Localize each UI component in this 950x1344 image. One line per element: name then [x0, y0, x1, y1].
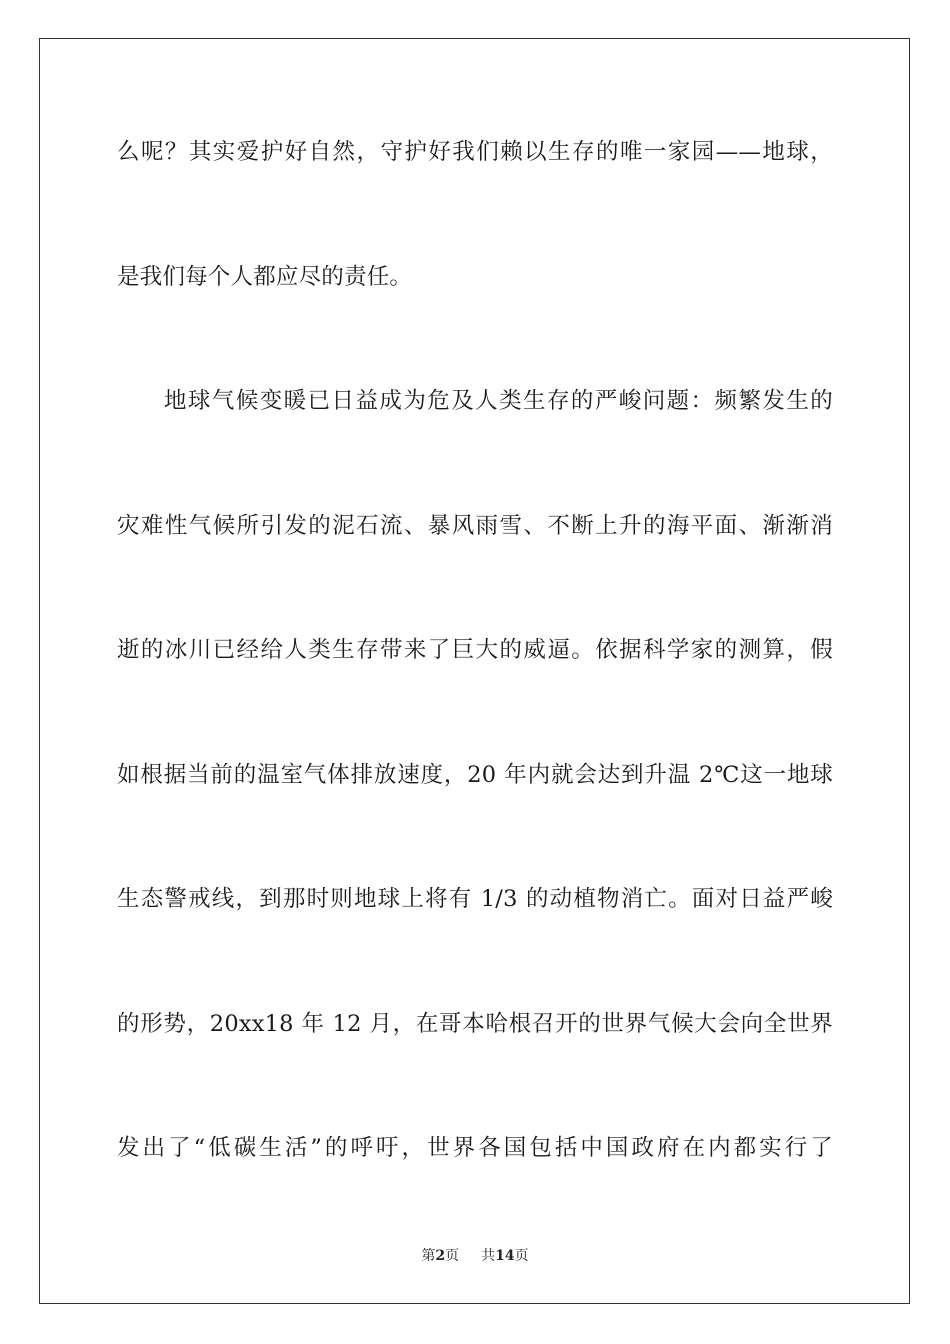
text-line-8: 的形势，20xx18 年 12 月，在哥本哈根召开的世界气候大会向全世界: [117, 1011, 833, 1037]
footer-page-suffix: 页: [445, 1248, 460, 1264]
text-line-7: 生态警戒线，到那时则地球上将有 1/3 的动植物消亡。面对日益严峻: [117, 886, 833, 912]
text-line-2: 是我们每个人都应尽的责任。: [117, 264, 413, 290]
page-footer: [0, 1247, 950, 1265]
text-line-6: 如根据当前的温室气体排放速度，20 年内就会达到升温 2℃这一地球: [117, 762, 833, 788]
text-line-1: 么呢？其实爱护好自然，守护好我们赖以生存的唯一家园——地球，: [117, 139, 833, 165]
text-line-5: 逝的冰川已经给人类生存带来了巨大的威逼。依据科学家的测算，假: [117, 637, 833, 663]
page-border: [39, 38, 910, 1304]
text-line-3: 地球气候变暖已日益成为危及人类生存的严峻问题：频繁发生的: [164, 388, 833, 414]
footer-page-number: 2: [435, 1248, 446, 1264]
footer-page-prefix: 第: [421, 1248, 436, 1264]
text-line-9: 发出了“低碳生活”的呼吁，世界各国包括中国政府在内都实行了: [117, 1135, 833, 1161]
text-line-4: 灾难性气候所引发的泥石流、暴风雨雪、不断上升的海平面、渐渐消: [117, 513, 833, 539]
footer-total-pages: 14: [495, 1248, 515, 1264]
footer-total-suffix: 页: [514, 1248, 529, 1264]
footer-total-prefix: 共: [481, 1248, 496, 1264]
